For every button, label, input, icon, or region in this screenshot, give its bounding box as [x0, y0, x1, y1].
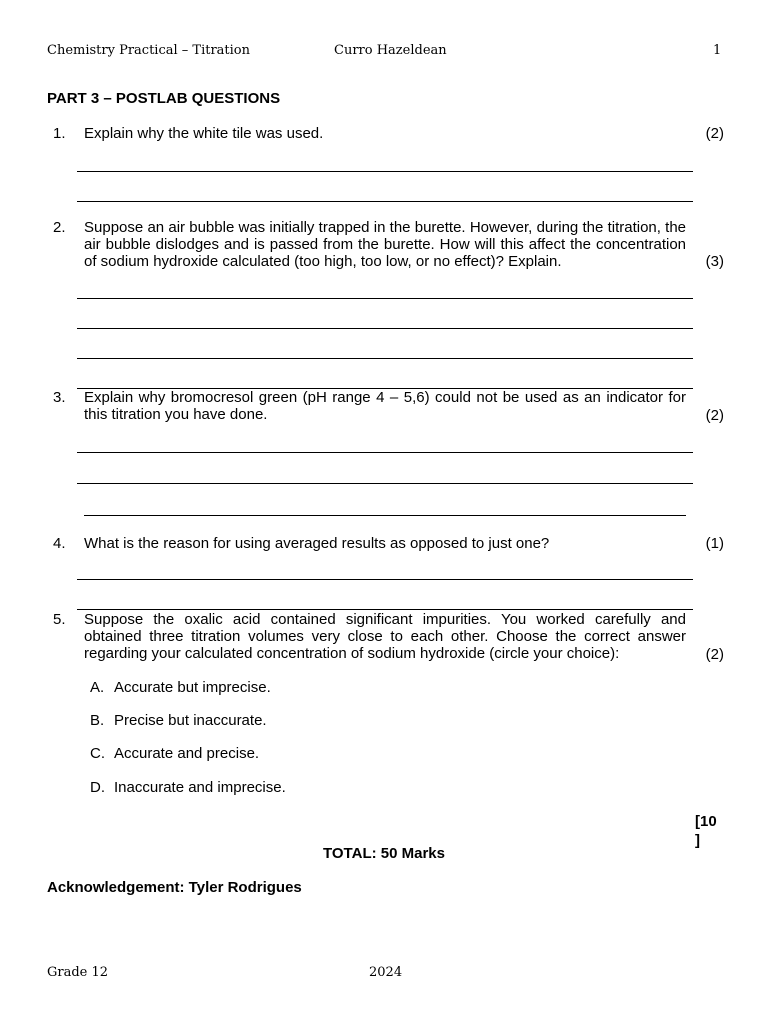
option-text: Accurate but imprecise.: [114, 679, 271, 696]
header-subject: Chemistry Practical – Titration: [47, 43, 251, 58]
answer-line[interactable]: [77, 328, 693, 329]
answer-line[interactable]: [77, 298, 693, 299]
question-marks: (2): [705, 125, 724, 142]
option-label: A.: [90, 679, 105, 696]
page-number: 1: [713, 43, 722, 58]
option-c[interactable]: [90, 745, 259, 762]
question-marks: (2): [705, 646, 724, 663]
answer-line[interactable]: [77, 171, 693, 172]
option-a[interactable]: [90, 679, 271, 696]
option-label: B.: [90, 712, 105, 729]
option-text: Accurate and precise.: [114, 745, 260, 762]
question-text: What is the reason for using averaged results as opposed to just one?: [84, 535, 550, 552]
question-number: 4.: [53, 535, 66, 552]
question-text: Explain why the white tile was used.: [84, 125, 324, 142]
answer-line[interactable]: [77, 452, 693, 453]
answer-line[interactable]: [77, 609, 693, 610]
question-number: 5.: [53, 611, 66, 628]
option-text: Precise but inaccurate.: [114, 712, 267, 729]
question-number: 2.: [53, 219, 66, 236]
part-title: PART 3 – POSTLAB QUESTIONS: [47, 90, 281, 107]
answer-line[interactable]: [84, 515, 686, 516]
option-text: Inaccurate and imprecise.: [114, 779, 286, 796]
question-marks: (3): [705, 253, 724, 270]
answer-line[interactable]: [77, 579, 693, 580]
acknowledgement: Acknowledgement: Tyler Rodrigues: [47, 879, 302, 896]
section-total-line2: ]: [695, 832, 700, 849]
footer-grade: Grade 12: [47, 965, 109, 980]
question-text: Suppose an air bubble was initially trapped in the burette. However, during the titration, the air bubble dislodges and is passed from the burette. How will this affect the concentration of sodium hydroxide calculated (too high, too low, or no effect)? Explain.: [84, 219, 686, 270]
question-marks: (1): [705, 535, 724, 552]
question-marks: (2): [705, 407, 724, 424]
answer-line[interactable]: [77, 358, 693, 359]
section-total-line1: [10: [695, 813, 717, 830]
option-label: C.: [90, 745, 105, 762]
answer-line[interactable]: [77, 201, 693, 202]
question-text: Explain why bromocresol green (pH range 4 – 5,6) could not be used as an indicator for this titration you have done.: [84, 389, 686, 423]
footer-year: 2024: [369, 965, 403, 980]
question-number: 3.: [53, 389, 66, 406]
option-label: D.: [90, 779, 105, 796]
question-text: Suppose the oxalic acid contained significant impurities. You worked carefully and obtained three titration volumes very close to each other. Choose the correct answer regarding your calculated concentration of sodium hydroxide (circle your choice):: [84, 611, 686, 662]
option-d[interactable]: [90, 779, 286, 796]
total-marks: TOTAL: 50 Marks: [323, 845, 445, 862]
option-b[interactable]: [90, 712, 267, 729]
question-number: 1.: [53, 125, 66, 142]
header-school: Curro Hazeldean: [334, 43, 447, 58]
answer-line[interactable]: [77, 483, 693, 484]
